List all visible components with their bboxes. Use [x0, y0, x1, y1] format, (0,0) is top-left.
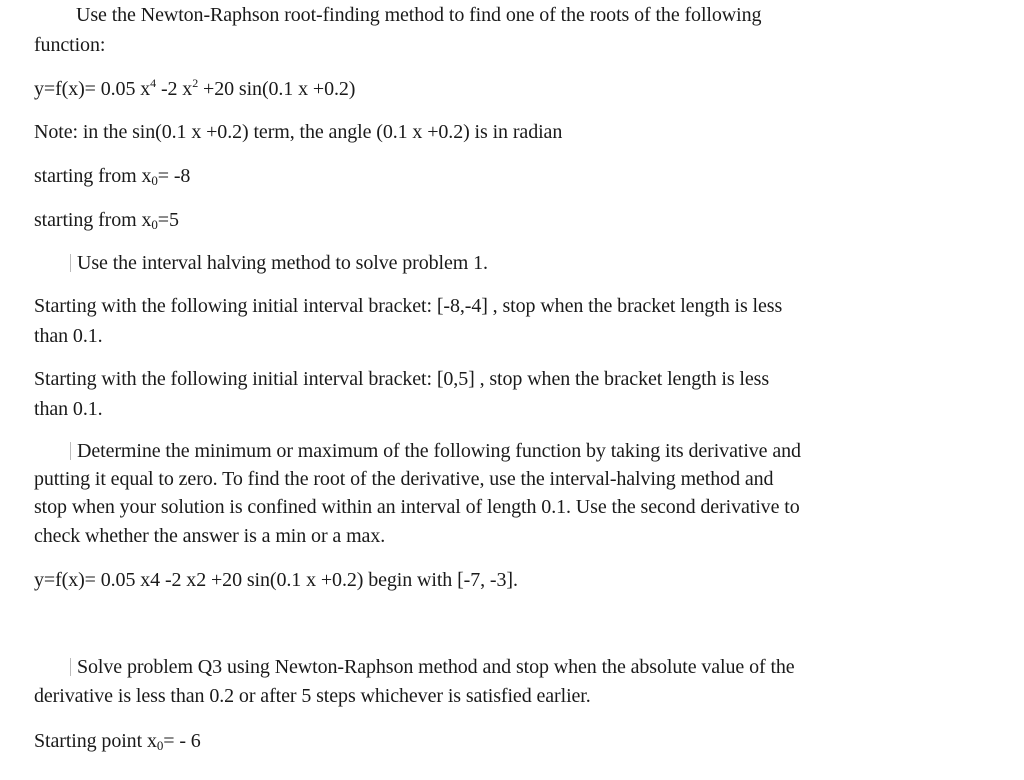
problem2-bracket-b-line2: than 0.1.	[34, 398, 103, 420]
problem3-line4: check whether the answer is a min or a max.	[34, 525, 386, 547]
problem1-equation: y=f(x)= 0.05 $x^4$ -2 $x^2 +20$ sin(0.1 x +0.2)	[34, 76, 356, 100]
problem3-line3: stop when your solution is confined within an interval of length 0.1. Use the second derivative to	[34, 496, 800, 518]
problem2-bracket-b-line1: Starting with the following initial interval bracket: [0,5] , stop when the bracket length is less	[34, 368, 770, 390]
problem1-note: Note: in the sin(0.1 x +0.2) term, the angle (0.1 x +0.2) is in radian	[34, 121, 563, 143]
problem1-start-a: starting from x0= -8	[34, 165, 191, 188]
scan-mark	[70, 442, 71, 460]
problem2-bracket-a-line2: than 0.1.	[34, 325, 103, 347]
problem1-start-b: starting from x0=5	[34, 209, 179, 232]
problem1-intro-line2: function:	[34, 34, 106, 56]
problem3-line2: putting it equal to zero. To find the root of the derivative, use the interval-halving method and	[34, 468, 774, 490]
problem1-intro-line1: Use the Newton-Raphson root-finding method to find one of the roots of the following	[76, 4, 762, 26]
problem2-bracket-a-line1: Starting with the following initial interval bracket: [-8,-4] , stop when the bracket length is less	[34, 295, 783, 317]
problem4-start: Starting point x0= - 6	[34, 730, 201, 753]
problem3-equation: y=f(x)= 0.05 x4 -2 x2 +20 sin(0.1 x +0.2) begin with [-7, -3].	[34, 569, 518, 591]
scan-mark	[70, 254, 71, 272]
scan-mark	[70, 658, 71, 676]
problem4-line2: derivative is less than 0.2 or after 5 steps whichever is satisfied earlier.	[34, 685, 591, 707]
problem2-intro: Use the interval halving method to solve problem 1.	[68, 248, 488, 278]
problem4-line1: Solve problem Q3 using Newton-Raphson method and stop when the absolute value of the	[68, 652, 795, 682]
problem3-line1: Determine the minimum or maximum of the following function by taking its derivative and	[68, 436, 801, 466]
